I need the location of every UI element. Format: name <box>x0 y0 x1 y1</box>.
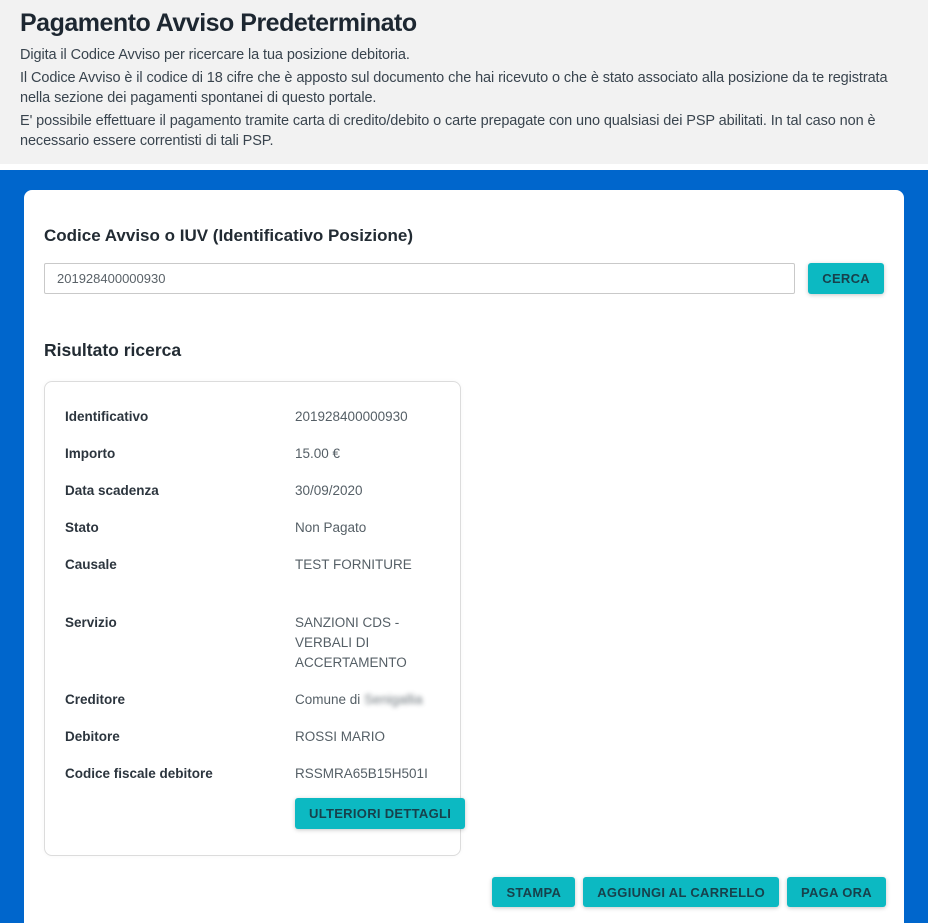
result-card <box>44 381 461 856</box>
creditore-visible-text: Comune di <box>295 692 361 707</box>
result-field-label: Identificativo <box>65 409 149 424</box>
result-field-label: Servizio <box>65 615 117 630</box>
page-title: Pagamento Avviso Predeterminato <box>20 9 417 37</box>
page-header <box>0 0 928 164</box>
codice-avviso-label: Codice Avviso o IUV (Identificativo Posizione) <box>44 226 414 245</box>
result-field-value: TEST FORNITURE <box>295 557 412 572</box>
main-card <box>24 190 904 923</box>
header-description-line: Il Codice Avviso è il codice di 18 cifre che è apposto sul documento che hai ricevuto o che è stato associato alla posizione da te registrata nella sezione dei pagamenti spontanei di questo portale. <box>20 70 888 106</box>
stampa-button[interactable]: STAMPA <box>492 877 575 907</box>
result-row <box>65 555 440 575</box>
result-field-value: SANZIONI CDS - VERBALI DI ACCERTAMENTO <box>295 615 407 670</box>
result-field-value: 30/09/2020 <box>295 483 363 498</box>
result-field-value: ROSSI MARIO <box>295 729 386 744</box>
codice-avviso-input[interactable] <box>44 263 795 294</box>
result-field-value <box>295 690 440 710</box>
header-description-line: E' possibile effettuare il pagamento tramite carta di credito/debito o carte prepagate con uno qualsiasi dei PSP abilitati. In tal caso non è necessario essere correntisti di tali PSP. <box>20 113 876 149</box>
redacted-text: Senigallia <box>364 692 423 707</box>
result-field-label: Stato <box>65 520 99 535</box>
result-row <box>65 690 440 710</box>
result-row <box>65 481 440 501</box>
result-row <box>65 613 440 673</box>
result-row <box>65 444 440 464</box>
header-description-line: Digita il Codice Avviso per ricercare la tua posizione debitoria. <box>20 47 410 63</box>
cerca-button[interactable]: CERCA <box>808 263 884 294</box>
aggiungi-al-carrello-button[interactable]: AGGIUNGI AL CARRELLO <box>583 877 779 907</box>
content-panel <box>0 170 928 923</box>
result-field-label: Codice fiscale debitore <box>65 766 213 781</box>
results-heading: Risultato ricerca <box>44 340 182 360</box>
result-field-value: 201928400000930 <box>295 409 408 424</box>
result-field-label: Creditore <box>65 692 126 707</box>
paga-ora-button[interactable]: PAGA ORA <box>787 877 886 907</box>
details-row <box>65 798 452 829</box>
result-field-value: 15.00 € <box>295 446 341 461</box>
actions-row <box>492 877 886 907</box>
result-field-label: Importo <box>65 446 116 461</box>
result-row <box>65 518 440 538</box>
result-row <box>65 407 440 427</box>
search-row <box>44 263 884 294</box>
result-field-label: Data scadenza <box>65 483 159 498</box>
result-field-value: RSSMRA65B15H501I <box>295 766 428 781</box>
ulteriori-dettagli-button[interactable]: ULTERIORI DETTAGLI <box>295 798 465 829</box>
result-row <box>65 727 440 747</box>
result-row <box>65 764 440 784</box>
result-field-value: Non Pagato <box>295 520 367 535</box>
result-field-label: Causale <box>65 557 117 572</box>
result-field-label: Debitore <box>65 729 120 744</box>
